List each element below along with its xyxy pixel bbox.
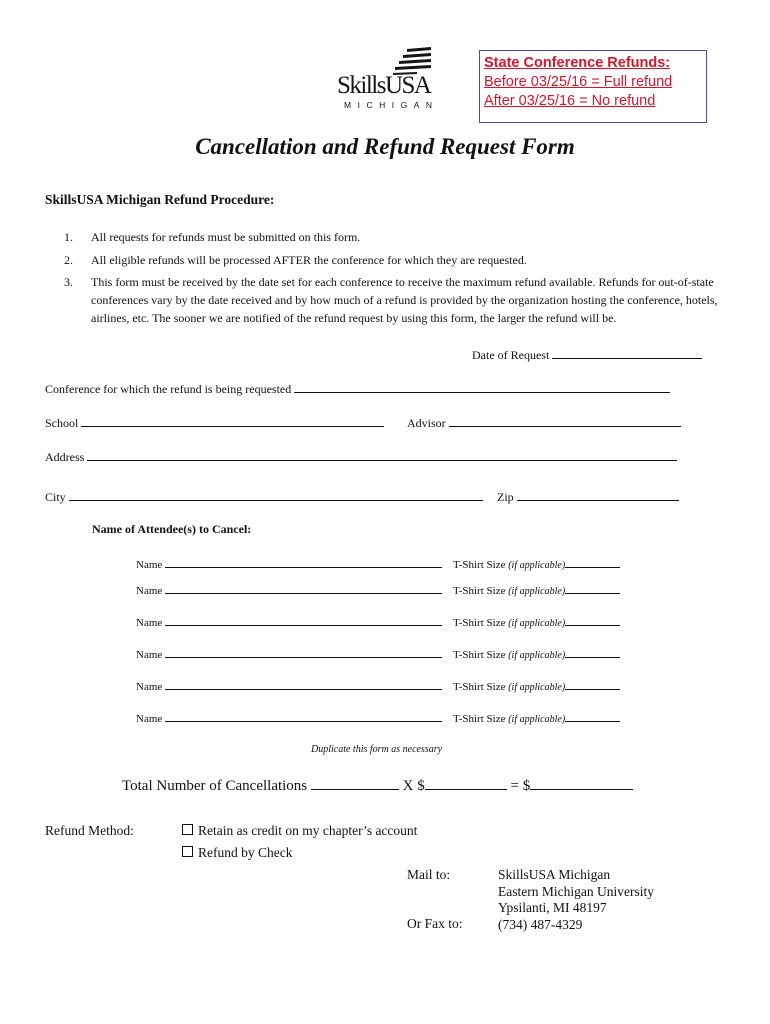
list-item (64, 228, 729, 246)
tshirt-row (453, 710, 620, 725)
price-field[interactable] (425, 776, 507, 790)
tshirt-note: (if applicable) (508, 618, 566, 629)
fax-to-label: Or Fax to: (407, 916, 463, 931)
tshirt-note: (if applicable) (508, 586, 566, 597)
tshirt-row (453, 582, 620, 597)
city-label: City (45, 490, 66, 504)
tshirt-row (453, 556, 620, 571)
advisor-label: Advisor (407, 416, 446, 430)
total-row (122, 776, 633, 795)
school-field[interactable] (81, 415, 384, 427)
tshirt-label: T-Shirt Size (453, 713, 506, 725)
tshirt-note: (if applicable) (508, 560, 566, 571)
total-amount-field[interactable] (530, 776, 633, 790)
list-text: All requests for refunds must be submitted on this form. (91, 230, 361, 244)
tshirt-field[interactable] (565, 556, 620, 568)
attendee-name-label: Name (136, 713, 163, 725)
attendee-row (136, 582, 442, 597)
conference-field[interactable] (294, 381, 670, 393)
advisor-field[interactable] (449, 415, 681, 427)
list-number: 3. (64, 275, 73, 289)
tshirt-label: T-Shirt Size (453, 649, 506, 661)
tshirt-note: (if applicable) (508, 714, 566, 725)
tshirt-field[interactable] (565, 678, 620, 690)
tshirt-row (453, 678, 620, 693)
date-of-request-label: Date of Request (472, 348, 550, 362)
fax-number: (734) 487-4329 (498, 916, 583, 932)
tshirt-label: T-Shirt Size (453, 559, 506, 571)
times-label: X $ (402, 778, 425, 794)
attendee-row (136, 678, 442, 693)
option-credit-label: Retain as credit on my chapter’s account (198, 823, 418, 838)
tshirt-label: T-Shirt Size (453, 681, 506, 693)
tshirt-field[interactable] (565, 582, 620, 594)
tshirt-note: (if applicable) (508, 650, 566, 661)
skillsusa-logo (333, 46, 443, 112)
logo-subtitle: MICHIGAN (344, 100, 439, 110)
attendee-name-field[interactable] (165, 710, 442, 722)
procedure-list (64, 228, 729, 332)
mail-to-label: Mail to: (407, 867, 451, 882)
list-item (64, 273, 729, 327)
advisor-row (407, 415, 681, 431)
attendee-row (136, 646, 442, 661)
list-number: 1. (64, 230, 73, 244)
school-row (45, 415, 384, 431)
attendee-name-field[interactable] (165, 582, 442, 594)
attendees-heading: Name of Attendee(s) to Cancel: (92, 522, 252, 536)
attendee-row (136, 710, 442, 725)
city-field[interactable] (69, 489, 483, 501)
total-label: Total Number of Cancellations (122, 778, 308, 794)
check-checkbox[interactable] (182, 846, 193, 857)
tshirt-field[interactable] (565, 614, 620, 626)
attendee-name-label: Name (136, 585, 163, 597)
option-check[interactable] (182, 845, 292, 861)
page-title: Cancellation and Refund Request Form (195, 134, 575, 159)
refund-notice-line-1: Before 03/25/16 = Full refund (484, 74, 673, 90)
date-of-request-field[interactable] (552, 347, 702, 359)
attendee-name-field[interactable] (165, 678, 442, 690)
procedure-heading: SkillsUSA Michigan Refund Procedure: (45, 192, 275, 207)
mail-line-2: Eastern Michigan University (498, 883, 654, 899)
attendee-row (136, 614, 442, 629)
refund-notice-line-2: After 03/25/16 = No refund (484, 93, 656, 109)
option-check-label: Refund by Check (198, 845, 293, 860)
tshirt-row (453, 614, 620, 629)
attendee-name-label: Name (136, 681, 163, 693)
tshirt-label: T-Shirt Size (453, 617, 506, 629)
attendee-name-label: Name (136, 617, 163, 629)
cancellations-count-field[interactable] (311, 776, 399, 790)
mail-line-3: Ypsilanti, MI 48197 (498, 900, 607, 915)
date-of-request-row (472, 347, 702, 363)
refund-notice-heading: State Conference Refunds: (484, 55, 671, 71)
equals-label: = $ (510, 778, 531, 794)
credit-checkbox[interactable] (182, 824, 193, 835)
attendee-row (136, 556, 442, 571)
tshirt-row (453, 646, 620, 661)
city-row (45, 489, 483, 505)
attendee-name-label: Name (136, 559, 163, 571)
option-credit[interactable] (182, 823, 417, 839)
zip-field[interactable] (517, 489, 679, 501)
conference-row (45, 381, 670, 397)
address-row (45, 449, 677, 465)
list-number: 2. (64, 252, 73, 267)
list-text: This form must be received by the date set for each conference to receive the maximum refund available. Refunds for out-of-state conferences vary by the date received and by how much of a refund is provided by the organization hosting the conference, hotels, airlines, etc. The sooner we are notified of the refund request by using this form, the larger the refund will be. (91, 275, 718, 325)
address-field[interactable] (87, 449, 677, 461)
tshirt-field[interactable] (565, 646, 620, 658)
tshirt-label: T-Shirt Size (453, 585, 506, 597)
logo-wordmark: SkillsUSA (337, 72, 431, 99)
zip-row (497, 489, 679, 505)
zip-label: Zip (497, 490, 514, 504)
tshirt-note: (if applicable) (508, 682, 566, 693)
attendee-name-field[interactable] (165, 646, 442, 658)
list-item (64, 251, 729, 269)
mail-address (498, 867, 654, 933)
mail-line-1: SkillsUSA Michigan (498, 867, 611, 882)
attendee-name-label: Name (136, 649, 163, 661)
address-label: Address (45, 450, 85, 464)
attendee-name-field[interactable] (165, 614, 442, 626)
refund-notice-box (479, 50, 707, 123)
list-text: All eligible refunds will be processed AFTER the conference for which they are requested. (91, 252, 527, 267)
duplicate-note: Duplicate this form as necessary (311, 744, 443, 755)
attendee-name-field[interactable] (165, 556, 442, 568)
conference-label: Conference for which the refund is being requested (45, 382, 292, 396)
refund-method-label: Refund Method: (45, 823, 134, 838)
school-label: School (45, 416, 79, 430)
tshirt-field[interactable] (565, 710, 620, 722)
